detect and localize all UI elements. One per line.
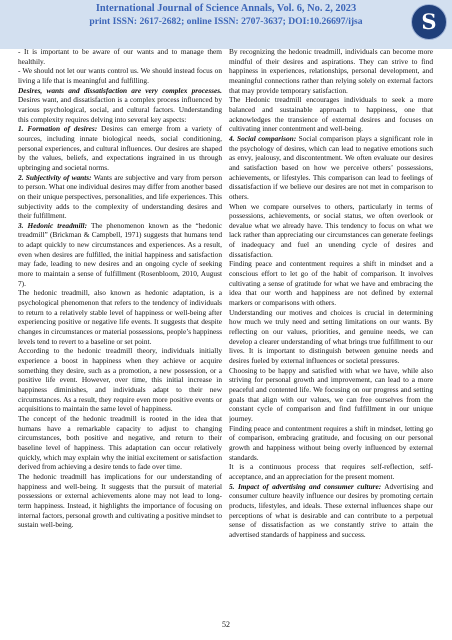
paragraph-text: Advertising and consumer culture heavily influence our desires by promoting certain products, lifestyles, and ideals. These external influences shape our perceptions of what is desirable and can contribute to a perpetual sense of dissatisfaction as we constantly strive to attain the advertised standards of happiness and success. <box>229 481 433 539</box>
paragraph <box>18 86 222 125</box>
journal-header <box>0 0 452 49</box>
paragraph: The Hedonic treadmill encourages individuals to seek a more balanced and sustainable approach to happiness, one that acknowledges the transience of external desires and focuses on cultivating inner contentment and well-being. <box>229 95 433 134</box>
paragraph <box>229 134 433 202</box>
paragraph-heading: 4. Social comparison: <box>229 133 297 143</box>
paragraph: According to the hedonic treadmill theory, individuals initially experience a boost in happiness when they achieve or acquire something they desire, such as a promotion, a new possession, or a positive life event. However, over time, this initial increase in happiness diminishes, and individuals adapt to their new circumstances. As a result, they require even more positive events or acquisitions to maintain the same level of happiness. <box>18 346 222 414</box>
paragraph <box>18 221 222 289</box>
paragraph: Finding peace and contentment requires a shift in mindset, letting go of comparison, embracing gratitude, and focusing on our personal growth and happiness without being overly influenced by external standards. <box>229 423 433 462</box>
paragraph: - We should not let our wants control us. We should instead focus on living a life that is meaningful and fulfilling. <box>18 66 222 85</box>
paragraph-text: Desires can emerge from a variety of sources, including innate biological needs, social conditioning, personal experiences, and cultural influences. Our desires are shaped by the values, beliefs, and expectations ingrained in us through upbringing and societal norms. <box>18 124 222 172</box>
paragraph: The concept of the hedonic treadmill is rooted in the idea that humans have a remarkable capacity to adjust to changing circumstances, both positive and negative, and return to their baseline level of happiness. This adaptation can occur relatively quickly, which may explain why the initial excitement or satisfaction derived from achieving a desire tends to fade over time. <box>18 413 222 472</box>
paragraph-text: The phenomenon known as the “hedonic treadmill” (Brickman & Campbell, 1971) suggests that humans tend to adapt quickly to new circumstances and experiences. As a result, even when desires are fulfilled, the initial happiness and satisfaction may fade, leading to new desires and an ongoing cycle of seeking more to maintain a sense of fulfillment (Rosenbloom, 2010, August 7). <box>18 220 222 288</box>
paragraph-heading: 2. Subjectivity of wants: <box>18 172 92 182</box>
paragraph-text: Social comparison plays a significant role in the psychology of desires, which can lead to negative emotions such as envy, jealousy, and discontentment. We often evaluate our desires and satisfaction based on how we perceive others’ possessions, achievements, or lifestyles. This comparison can lead to feelings of dissatisfaction if we believe our desires are not met in comparison to others. <box>229 133 433 201</box>
paragraph <box>229 482 433 540</box>
paragraph: The hedonic treadmill has implications for our understanding of happiness and well-being. It suggests that the pursuit of material possessions or external achievements alone may not lead to long-term happiness. Instead, it highlights the importance of focusing on internal factors, personal growth and cultivating a positive mindset to sustain well-being. <box>18 471 222 530</box>
paragraph <box>18 173 222 221</box>
paragraph-text: Desires want, and dissatisfaction is a complex process influenced by various psychological, social, and cultural factors. Understanding this complexity requires delving into several key aspects: <box>18 95 222 124</box>
paragraph-heading: 5. Impact of advertising and consumer culture: <box>229 481 382 491</box>
journal-logo-icon: S <box>411 4 447 40</box>
paragraph: The hedonic treadmill, also known as hedonic adaptation, is a psychological phenomenon that refers to the tendency of individuals to return to a relatively stable level of happiness or well-being after experiencing positive or negative life events. It suggests that despite changes in circumstances or material possessions, people’s happiness levels tend to revert to a baseline or set point. <box>18 288 222 346</box>
paragraph <box>18 124 222 172</box>
paragraph-text: Wants are subjective and vary from person to person. What one individual desires may differ from another based on their unique perspectives, personalities, and life experiences. This subjectivity adds to the complexity of understanding desires and their fulfillment. <box>18 172 222 221</box>
paragraph: - It is important to be aware of our wants and to manage them healthily. <box>18 47 222 66</box>
paragraph: When we compare ourselves to others, particularly in terms of possessions, achievements, or social status, we often overlook or devalue what we already have. This tendency to focus on what we lack rather than appreciating our circumstances can generate feelings of inadequacy and fuel an unending cycle of desires and dissatisfaction. <box>229 201 433 259</box>
journal-title: International Journal of Science Annals, Vol. 6, No. 2, 2023 <box>95 3 357 14</box>
paragraph: Choosing to be happy and satisfied with what we have, while also striving for personal growth and improvement, can lead to a more peaceful and contented life. We focusing on our progress and setting goals that align with our values, we can free ourselves from the constant cycle of comparison and find fulfillment in our unique journey. <box>229 365 433 423</box>
paragraph: Finding peace and contentment requires a shift in mindset and a conscious effort to let go of the habit of comparison. It involves cultivating a sense of gratitude for what we have and embracing the idea that our worth and happiness are not defined by external markers or comparisons with others. <box>229 259 433 308</box>
page-number: 52 <box>222 620 230 629</box>
paragraph-heading: 1. Formation of desires: <box>18 124 98 134</box>
paragraph: By recognizing the hedonic treadmill, individuals can become more mindful of their desires and aspirations. They can strive to find happiness in experiences, relationships, personal development, and meaningful connections rather than relying solely on external factors that may provide temporary satisfaction. <box>229 47 433 95</box>
journal-issn-doi: print ISSN: 2617-2682; online ISSN: 2707-3637; DOI:10.26697/ijsa <box>89 16 363 27</box>
right-column <box>229 47 433 607</box>
paragraph: It is a continuous process that requires self-reflection, self-acceptance, and an appreciation for the present moment. <box>229 462 433 481</box>
paragraph-heading: 3. Hedonic treadmill: <box>18 220 88 230</box>
left-column <box>18 47 222 607</box>
paragraph: Understanding our motives and choices is crucial in determining how much we truly need and setting limitations on our wants. By reflecting on our values, priorities, and genuine needs, we can develop a clearer understanding of what brings true fulfillment to our lives. It is important to distinguish between genuine needs and desires fueled by external influences or societal pressures. <box>229 307 433 365</box>
paragraph-heading: Desires, wants and dissatisfaction are very complex processes. <box>18 85 222 95</box>
